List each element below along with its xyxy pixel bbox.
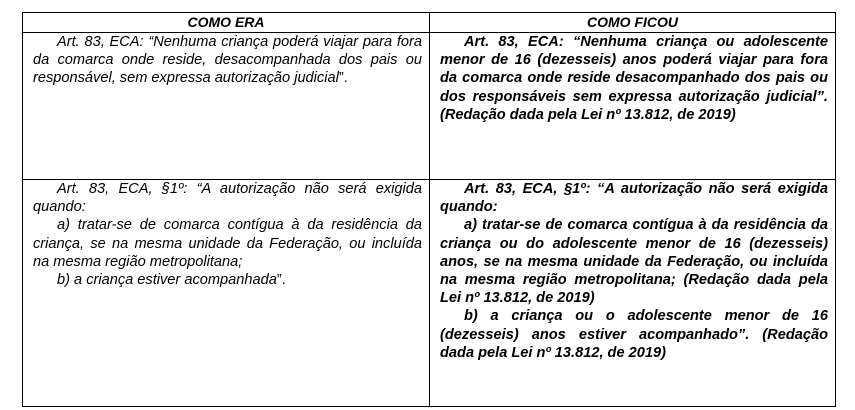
text-after-item-a: a) tratar-se de comarca contígua à da residência da criança ou do adolescente menor de 16 (dezesseis) anos, se na mesma unidade da Federação, ou incluída na mesma região metropolitana; (Redação dada pela Lei nº 13.812, de 2019) bbox=[440, 217, 828, 307]
cell-before-art83 bbox=[23, 33, 430, 180]
text-before-paragraph1-intro: Art. 83, ECA, §1º: “A autorização não será exigida quando: bbox=[33, 181, 422, 216]
header-after: COMO FICOU bbox=[430, 13, 836, 33]
cell-after-paragraph1 bbox=[430, 180, 836, 407]
before-art83-body: Art. 83, ECA: “Nenhuma criança poderá viajar para fora da comarca onde reside, desacompanhada dos pais ou responsável, sem expressa autorização judicial bbox=[33, 34, 422, 87]
before-item-b-body: b) a criança estiver acompanhada bbox=[57, 272, 277, 289]
text-before-item-a: a) tratar-se de comarca contígua à da residência da criança, se na mesma unidade da Federação, ou incluída na mesma região metropolitana; bbox=[33, 217, 422, 270]
comparison-table bbox=[22, 12, 836, 407]
text-after-paragraph1-intro: Art. 83, ECA, §1º: “A autorização não será exigida quando: bbox=[440, 181, 828, 216]
cell-after-art83 bbox=[430, 33, 836, 180]
header-row bbox=[23, 13, 836, 33]
before-item-b-closing: ”. bbox=[276, 272, 286, 289]
cell-before-paragraph1 bbox=[23, 180, 430, 407]
text-after-item-b: b) a criança ou o adolescente menor de 16 (dezesseis) anos estiver acompanhado”. (Redação dada pela Lei nº 13.812, de 2019) bbox=[440, 308, 828, 361]
table-row bbox=[23, 33, 836, 180]
text-before-item-b bbox=[33, 271, 422, 289]
text-after-art83: Art. 83, ECA: “Nenhuma criança ou adolescente menor de 16 (dezesseis) anos poderá viajar para fora da comarca onde reside desacompanhado dos pais ou dos responsáveis sem expressa autorização judicial”. (Redação dada pela Lei nº 13.812, de 2019) bbox=[440, 34, 828, 123]
text-before-art83 bbox=[33, 33, 422, 88]
table-row bbox=[23, 180, 836, 407]
header-before: COMO ERA bbox=[23, 13, 430, 33]
before-art83-closing: ”. bbox=[338, 70, 348, 87]
